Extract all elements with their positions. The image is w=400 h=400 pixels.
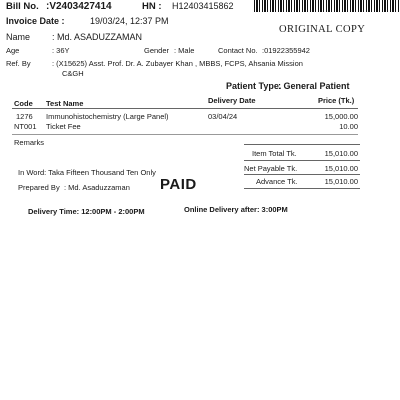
row-test-name: Ticket Fee — [46, 122, 81, 131]
patient-type-value: : General Patient — [278, 81, 350, 91]
bill-no-label: Bill No. — [6, 1, 39, 12]
prepared-by-label: Prepared By — [18, 183, 60, 192]
table-header-divider — [12, 108, 358, 109]
row-price: 10.00 — [339, 122, 358, 131]
totals-divider-2 — [244, 174, 360, 175]
hn-value: H12403415862 — [172, 1, 234, 11]
col-header-delivery-date: Delivery Date — [208, 96, 256, 105]
bill-no-value: :V2403427414 — [46, 1, 112, 12]
invoice-date-label: Invoice Date : — [6, 16, 65, 26]
row-code: NT001 — [14, 122, 37, 131]
barcode — [254, 0, 400, 12]
net-payable-label: Net Payable Tk. — [244, 164, 298, 173]
gender-label: Gender — [144, 46, 170, 55]
net-payable-value: 15,010.00 — [324, 164, 358, 173]
remarks-label: Remarks — [14, 138, 45, 147]
col-header-code: Code — [14, 99, 33, 108]
item-total-label: Item Total Tk. — [252, 149, 297, 158]
row-test-name: Immunohistochemistry (Large Panel) — [46, 112, 169, 121]
item-total-value: 15,010.00 — [324, 149, 358, 158]
row-price: 15,000.00 — [324, 112, 358, 121]
col-header-price: Price (Tk.) — [318, 96, 355, 105]
advance-value: 15,010.00 — [324, 177, 358, 186]
prepared-by-value: : Md. Asaduzzaman — [64, 183, 130, 192]
patient-type-label: Patient Type. — [226, 81, 282, 91]
invoice-date-value: 19/03/24, 12:37 PM — [90, 16, 169, 26]
totals-bottom-divider — [244, 188, 360, 189]
totals-top-divider — [244, 144, 360, 145]
name-label: Name — [6, 32, 31, 42]
online-delivery: Online Delivery after: 3:00PM — [184, 205, 288, 214]
totals-divider-1 — [244, 160, 360, 161]
delivery-time: Delivery Time: 12:00PM - 2:00PM — [28, 207, 145, 216]
row-delivery-date: 03/04/24 — [208, 112, 238, 121]
ref-by-value: : (X15625) Asst. Prof. Dr. A. Zubayer Khan , MBBS, FCPS, Ahsania Mission — [52, 59, 303, 68]
row-code: 1276 — [16, 112, 33, 121]
gender-value: : Male — [174, 46, 195, 55]
age-label: Age — [6, 46, 20, 55]
ref-by-value-line2: C&GH — [62, 69, 84, 78]
advance-label: Advance Tk. — [256, 177, 298, 186]
ref-by-label: Ref. By — [6, 59, 31, 68]
contact-label: Contact No. — [218, 46, 258, 55]
original-copy-label: ORIGINAL COPY — [279, 24, 366, 35]
patient-name: : Md. ASADUZZAMAN — [52, 32, 143, 42]
table-bottom-divider — [12, 134, 358, 135]
paid-stamp: PAID — [160, 176, 197, 193]
hn-label: HN : — [142, 1, 162, 12]
age-value: : 36Y — [52, 46, 70, 55]
col-header-test-name: Test Name — [46, 99, 84, 108]
in-word-text: In Word: Taka Fifteen Thousand Ten Only — [18, 168, 156, 177]
contact-value: :01922355942 — [262, 46, 310, 55]
